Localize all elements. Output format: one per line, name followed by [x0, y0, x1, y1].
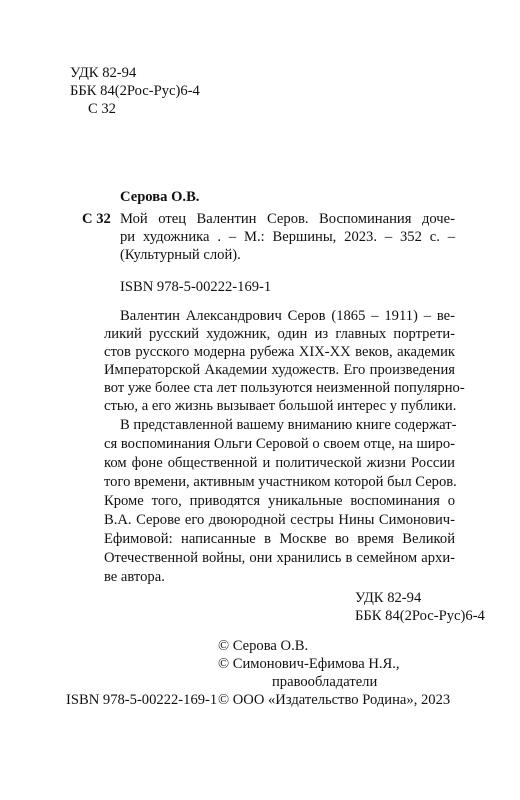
annotation-line: стью, а его жизнь вызывает большой интерес у публики. — [104, 398, 457, 414]
description-line: ри художника . – М.: Вершины, 2023. – 352 с. – — [120, 229, 455, 245]
copyright-rights-holder-note: правообладатели — [272, 674, 378, 690]
isbn-bottom: ISBN 978-5-00222-169-1 — [66, 692, 218, 708]
annotation-line: ся воспоминания Ольги Серовой о своем отце, на широ- — [104, 436, 455, 452]
author-name: Серова О.В. — [120, 189, 200, 205]
annotation-line: ком фоне общественной и политической жизни России — [104, 455, 455, 471]
annotation-line: Императорской Академии художеств. Его произведения — [104, 362, 455, 378]
isbn-record: ISBN 978-5-00222-169-1 — [120, 279, 272, 295]
annotation-line: стов русского модерна рубежа XIX-XX веков, академик — [104, 344, 455, 360]
author-sign-top: С 32 — [88, 101, 116, 117]
annotation-line: Ефимовой: написанные в Москве во время Великой — [104, 531, 455, 547]
annotation-line: В представленной вашему вниманию книге содержат- — [120, 417, 457, 433]
copyright-author: © Серова О.В. — [218, 638, 309, 654]
annotation-line: ликий русский художник, один из главных портрети- — [104, 326, 455, 342]
record-sign: С 32 — [82, 211, 111, 227]
annotation-line: В.А. Серове его двоюродной сестры Нины Симонович- — [104, 512, 455, 528]
copyright-publisher: © ООО «Издательство Родина», 2023 — [218, 692, 451, 708]
copyright-rights-holder: © Симонович-Ефимова Н.Я., — [218, 656, 400, 672]
bbk-code-top: ББК 84(2Рос-Рус)6-4 — [70, 83, 200, 99]
description-line: Мой отец Валентин Серов. Воспоминания доче- — [120, 211, 455, 227]
annotation-line: Отечественной войны, они хранились в семейном архи- — [104, 550, 455, 566]
bbk-code-bottom: ББК 84(2Рос-Рус)6-4 — [355, 608, 485, 624]
annotation-line: того времени, активным участником которой был Серов. — [104, 474, 457, 490]
annotation-line: ве автора. — [104, 569, 165, 585]
udk-code-top: УДК 82-94 — [70, 65, 137, 81]
annotation-line: Валентин Александрович Серов (1865 – 1911) – ве- — [120, 308, 455, 324]
annotation-line: Кроме того, приводятся уникальные воспоминания о — [104, 493, 455, 509]
description-line: (Культурный слой). — [120, 247, 241, 263]
annotation-line: вот уже более ста лет пользуются неизменной популярно- — [104, 380, 465, 396]
udk-code-bottom: УДК 82-94 — [355, 590, 422, 606]
